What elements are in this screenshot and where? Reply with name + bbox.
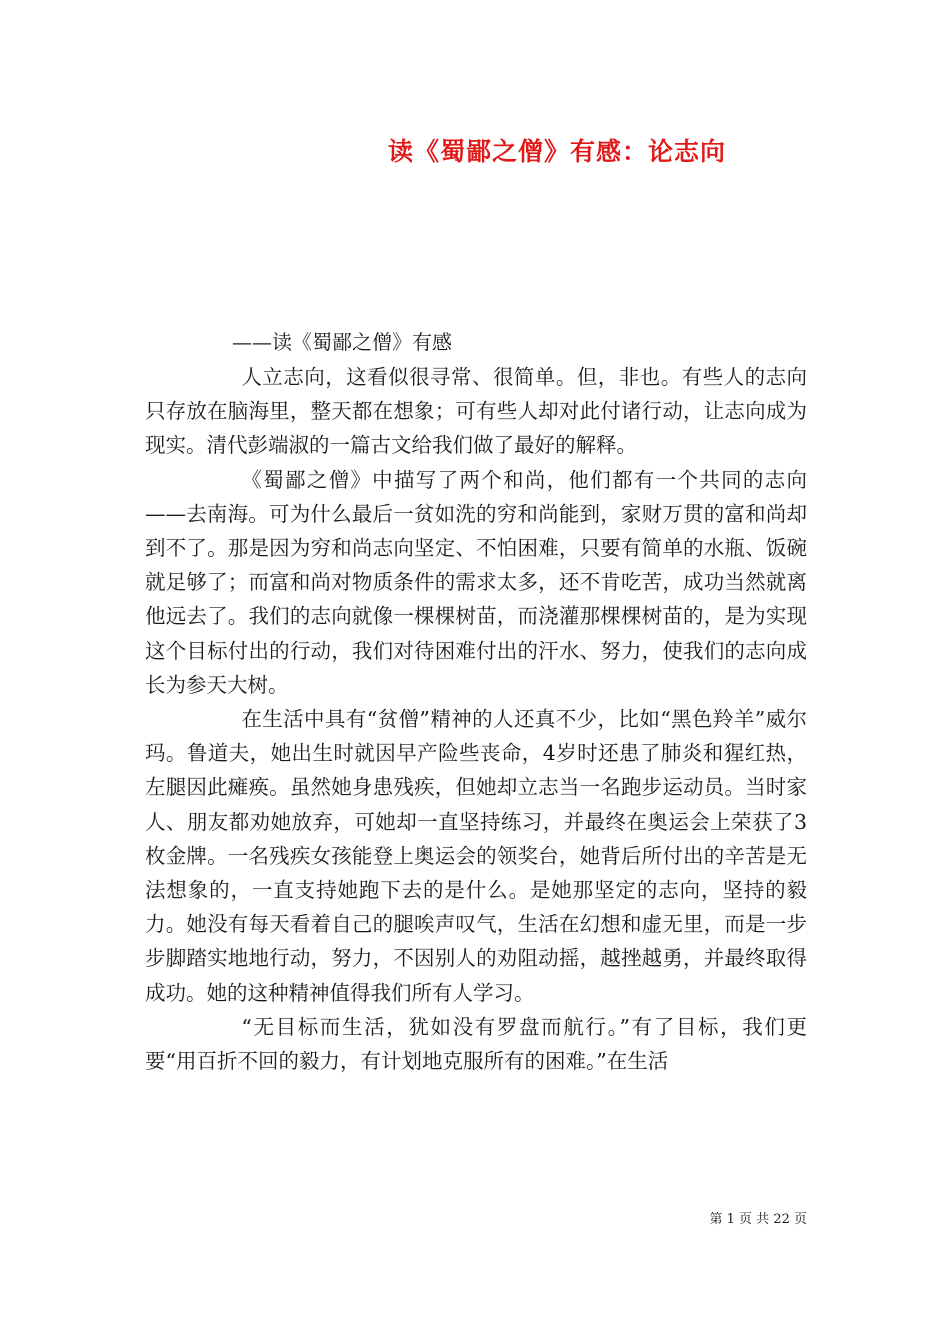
paragraph: 在生活中具有“贫僧”精神的人还真不少，比如“黑色羚羊”威尔玛。鲁道夫，她出生时就因早产险些丧命，4岁时还患了肺炎和猩红热，左腿因此瘫痪。虽然她身患残疾，但她却立志当一名跑步运动员。当时家人、朋友都劝她放弃，可她却一直坚持练习，并最终在奥运会上荣获了3枚金牌。一名残疾女孩能登上奥运会的领奖台，她背后所付出的辛苦是无法想象的，一直支持她跑下去的是什么。是她那坚定的志向，坚持的毅力。她没有每天看着自己的腿唉声叹气，生活在幻想和虚无里，而是一步步脚踏实地地行动，努力，不因别人的劝阻动摇，越挫越勇，并最终取得成功。她的这种精神值得我们所有人学习。: [145, 707, 807, 1005]
document-subtitle: ——读《蜀鄙之僧》有感: [232, 330, 452, 354]
document-body: [145, 360, 807, 1078]
document-title: 读《蜀鄙之僧》有感：论志向: [388, 137, 727, 166]
page-footer: 第 1 页 共 22 页: [709, 1212, 807, 1227]
paragraph: “无目标而生活，犹如没有罗盘而航行。”有了目标，我们更要“用百折不回的毅力，有计划地克服所有的困难。”在生活: [145, 1014, 807, 1074]
paragraph: 人立志向，这看似很寻常、很简单。但，非也。有些人的志向只存放在脑海里，整天都在想象；可有些人却对此付诸行动，让志向成为现实。清代彭端淑的一篇古文给我们做了最好的解释。: [145, 365, 807, 458]
paragraph: 《蜀鄙之僧》中描写了两个和尚，他们都有一个共同的志向——去南海。可为什么最后一贫如洗的穷和尚能到，家财万贯的富和尚却到不了。那是因为穷和尚志向坚定、不怕困难，只要有简单的水瓶、饭碗就足够了；而富和尚对物质条件的需求太多，还不肯吃苦，成功当然就离他远去了。我们的志向就像一棵棵树苗，而浇灌那棵棵树苗的，是为实现这个目标付出的行动，我们对待困难付出的汗水、努力，使我们的志向成长为参天大树。: [145, 467, 807, 697]
